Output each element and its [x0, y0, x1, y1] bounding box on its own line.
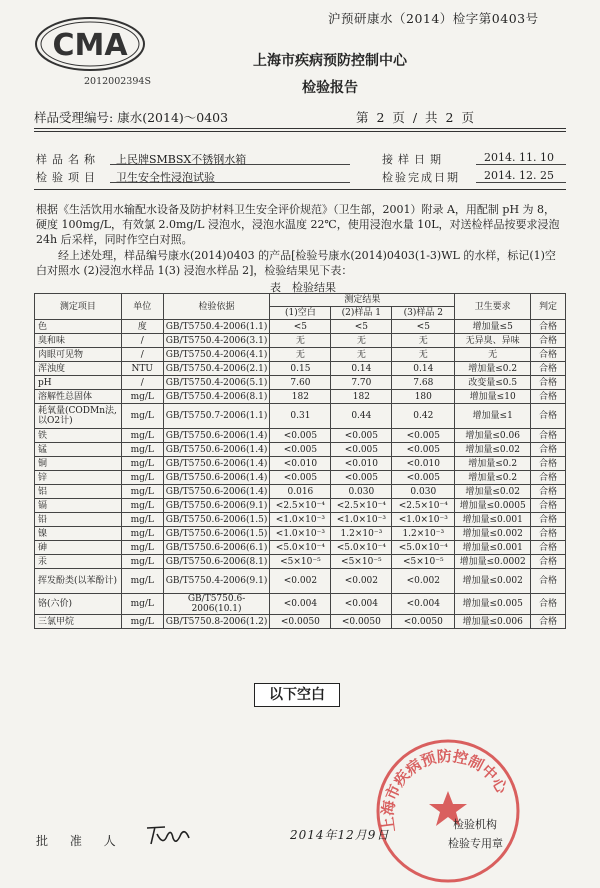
divider-top	[34, 128, 566, 129]
table-row	[35, 404, 566, 429]
approver-label: 批 准 人	[36, 834, 116, 848]
table-row	[35, 541, 566, 555]
cell-judge: 合格	[531, 390, 566, 404]
cell-item: 锌	[35, 471, 122, 485]
cell-r3: <5.0×10⁻⁴	[392, 541, 455, 555]
cell-r1: <1.0×10⁻³	[270, 527, 331, 541]
cell-r1: 无	[270, 334, 331, 348]
receive-date-label: 接样日期	[382, 153, 446, 166]
cell-item: 臭和味	[35, 334, 122, 348]
cell-req: 增加量≤0.001	[455, 513, 531, 527]
cell-item: 铝	[35, 485, 122, 499]
cell-r2: 0.44	[331, 404, 392, 429]
table-row	[35, 362, 566, 376]
cell-judge: 合格	[531, 569, 566, 594]
cell-judge: 合格	[531, 320, 566, 334]
cell-req: 增加量≤0.002	[455, 527, 531, 541]
col-header-requirement: 卫生要求	[455, 294, 531, 320]
col-header-item: 测定项目	[35, 294, 122, 320]
cell-judge: 合格	[531, 362, 566, 376]
sample-number-value: 康水(2014)～0403	[117, 110, 229, 125]
table-row	[35, 615, 566, 629]
table-row	[35, 569, 566, 594]
cell-req: 增加量≤0.0005	[455, 499, 531, 513]
cell-r1: <5.0×10⁻⁴	[270, 541, 331, 555]
cell-r1: <0.005	[270, 443, 331, 457]
cell-r2: <0.0050	[331, 615, 392, 629]
cell-item: 镉	[35, 499, 122, 513]
table-row	[35, 594, 566, 615]
cell-r1: <0.005	[270, 429, 331, 443]
cell-r1: 0.31	[270, 404, 331, 429]
cell-r3: <0.002	[392, 569, 455, 594]
seal-label: 检验专用章	[448, 837, 503, 850]
cma-code: 2012002394S	[84, 76, 151, 87]
cell-item: 溶解性总固体	[35, 390, 122, 404]
cell-unit: mg/L	[121, 443, 163, 457]
cell-judge: 合格	[531, 471, 566, 485]
cell-judge: 合格	[531, 443, 566, 457]
cell-r2: <0.005	[331, 429, 392, 443]
cell-unit: mg/L	[121, 485, 163, 499]
table-row	[35, 485, 566, 499]
cell-req: 增加量≤0.006	[455, 615, 531, 629]
cell-basis: GB/T5750.6-2006(1.4)	[163, 443, 270, 457]
table-row	[35, 348, 566, 362]
cell-r3: <0.004	[392, 594, 455, 615]
cell-judge: 合格	[531, 499, 566, 513]
cell-basis: GB/T5750.8-2006(1.2)	[163, 615, 270, 629]
approver-signature	[143, 822, 193, 848]
cell-unit: /	[121, 348, 163, 362]
cell-r2: <0.005	[331, 443, 392, 457]
cell-basis: GB/T5750.4-2006(3.1)	[163, 334, 270, 348]
cell-item: 砷	[35, 541, 122, 555]
cell-r2: <5	[331, 320, 392, 334]
cell-unit: mg/L	[121, 594, 163, 615]
cell-item: 浑浊度	[35, 362, 122, 376]
sample-number	[34, 108, 228, 126]
cell-r3: <5×10⁻⁵	[392, 555, 455, 569]
cell-basis: GB/T5750.6-2006(1.5)	[163, 513, 270, 527]
cell-item: 镍	[35, 527, 122, 541]
cell-basis: GB/T5750.4-2006(8.1)	[163, 390, 270, 404]
cell-unit: mg/L	[121, 513, 163, 527]
cell-judge: 合格	[531, 513, 566, 527]
cell-judge: 合格	[531, 527, 566, 541]
cell-req: 无异臭、异味	[455, 334, 531, 348]
cell-r2: <1.0×10⁻³	[331, 513, 392, 527]
cell-basis: GB/T5750.6-2006(10.1)	[163, 594, 270, 615]
results-table	[34, 293, 566, 629]
cell-unit: mg/L	[121, 555, 163, 569]
cell-r2: <0.004	[331, 594, 392, 615]
cell-item: 肉眼可见物	[35, 348, 122, 362]
cell-basis: GB/T5750.4-2006(5.1)	[163, 376, 270, 390]
cell-item: 铬(六价)	[35, 594, 122, 615]
cell-unit: mg/L	[121, 404, 163, 429]
results-table-body	[35, 320, 566, 629]
cell-basis: GB/T5750.6-2006(1.5)	[163, 527, 270, 541]
cell-basis: GB/T5750.6-2006(1.4)	[163, 457, 270, 471]
complete-date-label: 检验完成日期	[382, 171, 460, 184]
cell-req: 增加量≤0.02	[455, 485, 531, 499]
cell-req: 增加量≤0.2	[455, 457, 531, 471]
cell-r2: 1.2×10⁻³	[331, 527, 392, 541]
cell-item: 铜	[35, 457, 122, 471]
cell-judge: 合格	[531, 404, 566, 429]
cell-basis: GB/T5750.6-2006(1.4)	[163, 471, 270, 485]
cell-r3: <0.010	[392, 457, 455, 471]
cell-r1: <5	[270, 320, 331, 334]
cell-r1: <0.004	[270, 594, 331, 615]
cell-basis: GB/T5750.4-2006(1.1)	[163, 320, 270, 334]
handwritten-date: 2014年12月9日	[290, 828, 390, 842]
table-row	[35, 334, 566, 348]
cell-judge: 合格	[531, 615, 566, 629]
cell-r1: 0.016	[270, 485, 331, 499]
report-number: 沪预研康水（2014）检字第0403号	[328, 11, 539, 26]
cell-r1: <0.002	[270, 569, 331, 594]
cell-item: 耗氧量(CODMn法,以O2计)	[35, 404, 122, 429]
table-row	[35, 429, 566, 443]
cell-r2: 182	[331, 390, 392, 404]
cell-item: 铁	[35, 429, 122, 443]
cell-r3: <0.005	[392, 429, 455, 443]
cell-r2: <0.005	[331, 471, 392, 485]
cell-req: 增加量≤0.005	[455, 594, 531, 615]
cell-unit: mg/L	[121, 569, 163, 594]
cell-r1: 无	[270, 348, 331, 362]
cell-unit: mg/L	[121, 390, 163, 404]
cell-r1: 7.60	[270, 376, 331, 390]
cell-r2: <0.010	[331, 457, 392, 471]
cell-judge: 合格	[531, 334, 566, 348]
cell-r3: 0.14	[392, 362, 455, 376]
cell-req: 增加量≤0.02	[455, 443, 531, 457]
cell-r2: 7.70	[331, 376, 392, 390]
cell-item: 铅	[35, 513, 122, 527]
table-row	[35, 390, 566, 404]
cell-unit: /	[121, 334, 163, 348]
cell-item: 锰	[35, 443, 122, 457]
complete-date-value: 2014. 12. 25	[484, 169, 554, 182]
org-title: 上海市疾病预防控制中心	[253, 53, 407, 69]
cell-item: pH	[35, 376, 122, 390]
cell-unit: /	[121, 376, 163, 390]
cell-unit: NTU	[121, 362, 163, 376]
official-seal	[373, 736, 523, 886]
cell-basis: GB/T5750.6-2006(1.4)	[163, 429, 270, 443]
divider-top-2	[34, 131, 566, 132]
table-row	[35, 555, 566, 569]
cell-unit: mg/L	[121, 457, 163, 471]
cell-req: 增加量≤0.2	[455, 362, 531, 376]
cell-item: 三氯甲烷	[35, 615, 122, 629]
cell-r2: 0.030	[331, 485, 392, 499]
cell-basis: GB/T5750.4-2006(2.1)	[163, 362, 270, 376]
cell-r3: 180	[392, 390, 455, 404]
cell-req: 增加量≤0.001	[455, 541, 531, 555]
cell-req: 增加量≤0.2	[455, 471, 531, 485]
cell-basis: GB/T5750.7-2006(1.1)	[163, 404, 270, 429]
cell-r2: 0.14	[331, 362, 392, 376]
cell-r3: <1.0×10⁻³	[392, 513, 455, 527]
cell-r2: 无	[331, 348, 392, 362]
receive-date-value: 2014. 11. 10	[484, 151, 554, 164]
cell-r2: <0.002	[331, 569, 392, 594]
col-header-sample2: (3)样品 2	[392, 307, 455, 320]
cell-r3: <5	[392, 320, 455, 334]
cell-unit: mg/L	[121, 527, 163, 541]
table-row	[35, 376, 566, 390]
table-row	[35, 471, 566, 485]
cell-judge: 合格	[531, 541, 566, 555]
cell-basis: GB/T5750.6-2006(6.1)	[163, 541, 270, 555]
cell-r3: <2.5×10⁻⁴	[392, 499, 455, 513]
cell-req: 增加量≤5	[455, 320, 531, 334]
cell-judge: 合格	[531, 594, 566, 615]
cell-item: 色	[35, 320, 122, 334]
table-row	[35, 320, 566, 334]
table-caption: 表 检验结果	[270, 281, 336, 294]
cell-judge: 合格	[531, 376, 566, 390]
col-header-basis: 检验依据	[163, 294, 270, 320]
cell-r1: <2.5×10⁻⁴	[270, 499, 331, 513]
cell-req: 增加量≤0.002	[455, 569, 531, 594]
cell-judge: 合格	[531, 457, 566, 471]
cell-unit: mg/L	[121, 499, 163, 513]
test-item-value: 卫生安全性浸泡试验	[116, 171, 215, 184]
cell-judge: 合格	[531, 429, 566, 443]
cell-req: 无	[455, 348, 531, 362]
cell-r3: 0.42	[392, 404, 455, 429]
cell-r3: 0.030	[392, 485, 455, 499]
sample-number-label: 样品受理编号:	[34, 110, 114, 125]
cell-basis: GB/T5750.4-2006(9.1)	[163, 569, 270, 594]
cell-r3: <0.0050	[392, 615, 455, 629]
method-paragraph: 根据《生活饮用水输配水设备及防护材料卫生安全评价规范》（卫生部，2001）附录 A，用配制 pH 为 8，硬度 100mg/L，有效氯 2.0mg/L 浸泡水，浸泡水温度 22℃，使用浸泡水量 10L，对送检样品按要求浸泡 24h 后采样，同时作空白对照。	[36, 203, 560, 246]
cell-item: 挥发酚类(以苯酚计)	[35, 569, 122, 594]
table-row	[35, 499, 566, 513]
cell-req: 增加量≤0.0002	[455, 555, 531, 569]
table-row	[35, 443, 566, 457]
cell-r3: 7.68	[392, 376, 455, 390]
page-info: 第 2 页 / 共 2 页	[356, 110, 474, 125]
cell-unit: mg/L	[121, 541, 163, 555]
cell-r1: <5×10⁻⁵	[270, 555, 331, 569]
col-header-unit: 单位	[121, 294, 163, 320]
seal-text: 上海市疾病预防控制中心	[378, 746, 512, 834]
cell-basis: GB/T5750.6-2006(8.1)	[163, 555, 270, 569]
cell-r1: 0.15	[270, 362, 331, 376]
cell-unit: mg/L	[121, 429, 163, 443]
col-header-results: 测定结果	[270, 294, 455, 307]
report-title: 检验报告	[302, 80, 358, 96]
cell-r2: <5.0×10⁻⁴	[331, 541, 392, 555]
col-header-blank: (1)空白	[270, 307, 331, 320]
cell-unit: 度	[121, 320, 163, 334]
cell-judge: 合格	[531, 555, 566, 569]
sample-name-value: 上民牌SMBSX不锈钢水箱	[116, 153, 247, 166]
cell-r2: <5×10⁻⁵	[331, 555, 392, 569]
cell-basis: GB/T5750.6-2006(9.1)	[163, 499, 270, 513]
org-label: 检验机构	[453, 818, 497, 831]
table-row	[35, 457, 566, 471]
cell-r1: <0.005	[270, 471, 331, 485]
cell-r1: 182	[270, 390, 331, 404]
cell-item: 汞	[35, 555, 122, 569]
cell-req: 改变量≤0.5	[455, 376, 531, 390]
cell-basis: GB/T5750.6-2006(1.4)	[163, 485, 270, 499]
cell-r1: <1.0×10⁻³	[270, 513, 331, 527]
cell-r2: 无	[331, 334, 392, 348]
cell-r3: 无	[392, 334, 455, 348]
cell-r1: <0.0050	[270, 615, 331, 629]
cell-judge: 合格	[531, 348, 566, 362]
cell-req: 增加量≤1	[455, 404, 531, 429]
cell-r1: <0.010	[270, 457, 331, 471]
cell-r3: 无	[392, 348, 455, 362]
cell-unit: mg/L	[121, 471, 163, 485]
cell-r3: <0.005	[392, 471, 455, 485]
cell-req: 增加量≤10	[455, 390, 531, 404]
table-row	[35, 513, 566, 527]
table-row	[35, 527, 566, 541]
col-header-sample1: (2)样品 1	[331, 307, 392, 320]
test-item-label: 检验项目	[36, 171, 100, 184]
cell-r2: <2.5×10⁻⁴	[331, 499, 392, 513]
col-header-judgement: 判定	[531, 294, 566, 320]
divider-mid	[34, 189, 566, 190]
cell-unit: mg/L	[121, 615, 163, 629]
sample-name-label: 样品名称	[36, 153, 100, 166]
cell-r3: 1.2×10⁻³	[392, 527, 455, 541]
cell-r3: <0.005	[392, 443, 455, 457]
cma-logo	[34, 16, 146, 72]
cell-basis: GB/T5750.4-2006(4.1)	[163, 348, 270, 362]
cell-judge: 合格	[531, 485, 566, 499]
blank-below-marker: 以下空白	[254, 683, 340, 707]
result-paragraph: 经上述处理，样品编号康水(2014)0403 的产品[检验号康水(2014)0403(1-3)WL 的水样，标记(1)空白对照水 (2)浸泡水样品 1(3) 浸泡水样品 2]，检验结果见下表：	[36, 249, 556, 277]
cma-logo-text: CMA	[52, 28, 128, 63]
cell-req: 增加量≤0.06	[455, 429, 531, 443]
